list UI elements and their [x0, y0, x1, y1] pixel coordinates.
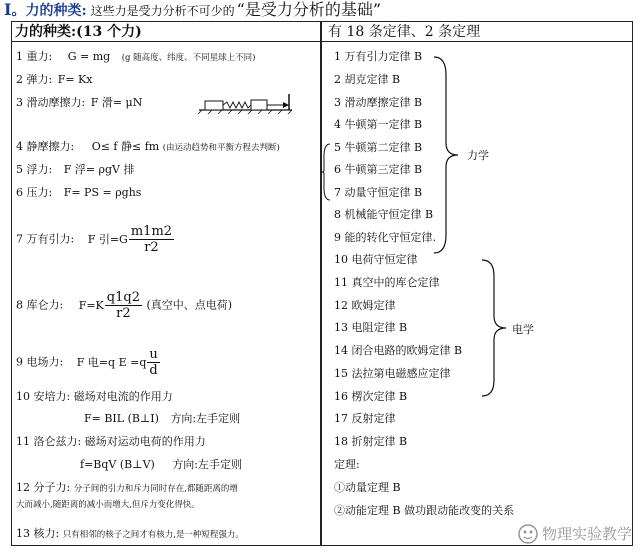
force-row-gravity: [16, 50, 255, 65]
right-column-header: 有 18 条定律、2 条定理: [328, 24, 481, 40]
force-label: 3 滑动摩擦力:: [16, 96, 86, 109]
force-row-ampere-formula: [84, 412, 240, 426]
force-row-nuclear: [16, 527, 244, 542]
force-label: 6 压力:: [16, 186, 53, 199]
law-item: 8 机械能守恒定律 B: [334, 208, 434, 221]
force-formula-prefix: F=K: [78, 298, 104, 312]
force-formula: G = mg: [67, 50, 111, 63]
law-item: 3 滑动摩擦定律 B: [334, 96, 423, 109]
force-row-elastic: [16, 73, 92, 87]
watermark: [518, 523, 632, 544]
force-label: 12 分子力:: [16, 481, 71, 494]
force-description: 磁场对电流的作用力: [73, 390, 173, 403]
law-item: 9 能的转化守恒定律.: [334, 231, 436, 244]
electric-field-fraction: [147, 347, 159, 378]
force-row-static-friction: [16, 140, 280, 155]
force-description: 分子间的引力和斥力同时存在,都随距离的增: [73, 484, 238, 494]
coulomb-fraction: [105, 290, 142, 321]
law-item: 10 电荷守恒定律: [334, 253, 418, 266]
law-item: 15 法拉第电磁感应定律: [334, 367, 451, 380]
electricity-brace: [480, 258, 510, 398]
law-item: 1 万有引力定律 B: [334, 50, 423, 63]
force-row-lorentz-formula: [80, 458, 242, 472]
force-row-gravitation: [16, 224, 175, 255]
left-edge-bracket: [322, 142, 332, 202]
force-row-pressure: [16, 186, 141, 200]
force-formula: O≤ f 静≤ fm: [91, 140, 160, 153]
section-note: 这些力是受力分析不可少的: [90, 4, 235, 18]
force-row-sliding-friction: [16, 96, 142, 110]
fraction-denominator: r2: [116, 306, 131, 321]
fraction-numerator: q1q2: [106, 290, 140, 305]
force-formula-prefix: F 引=G: [87, 232, 128, 246]
force-formula: F 浮= ρgV 排: [63, 163, 135, 176]
force-label: 1 重力:: [16, 50, 53, 63]
law-item: 13 电阻定律 B: [334, 321, 408, 334]
force-label: 8 库仑力:: [16, 298, 64, 312]
fraction-numerator: m1m2: [130, 224, 173, 239]
force-formula: F= PS = ρghs: [63, 186, 142, 199]
mechanics-label: 力学: [467, 149, 489, 162]
watermark-logo-icon: [518, 524, 538, 544]
theorems-heading: 定理:: [334, 458, 360, 471]
force-label: 10 安培力:: [16, 390, 71, 403]
force-label: 7 万有引力:: [16, 232, 75, 246]
section-emphasis: “是受力分析的基础”: [236, 0, 382, 19]
force-formula: F= BIL (B⊥I): [84, 412, 159, 425]
electricity-label: 电学: [512, 323, 534, 336]
law-item: 12 欧姆定律: [334, 299, 396, 312]
force-label: 9 电场力:: [16, 355, 64, 369]
force-row-molecular: [16, 481, 238, 496]
force-description: 磁场对运动电荷的作用力: [84, 435, 206, 448]
fraction-denominator: d: [149, 363, 158, 378]
section-title: 。力的种类:: [11, 3, 87, 19]
law-item: 14 闭合电路的欧姆定律 B: [334, 344, 463, 357]
force-row-ampere: [16, 390, 173, 404]
law-item: 11 真空中的库仑定律: [334, 276, 440, 289]
watermark-text: 物理实验教学: [541, 525, 632, 543]
law-item: 7 动量守恒定律 B: [334, 186, 423, 199]
left-column-header: 力的种类:(13 个力): [15, 24, 142, 40]
gravitation-fraction: [129, 224, 174, 255]
force-description: 大而减小,随距离的减小而增大,但斥力变化得快。: [16, 500, 200, 510]
table-header-row: [12, 22, 632, 42]
law-item: 16 楞次定律 B: [334, 390, 408, 403]
law-item: 17 反射定律: [334, 412, 396, 425]
force-formula: F= Kx: [57, 73, 93, 86]
force-label: 11 洛仑兹力:: [16, 435, 82, 448]
force-formula: f=BqV (B⊥V): [80, 458, 155, 471]
theorem-item: ①动量定理 B: [334, 481, 401, 494]
fraction-numerator: u: [149, 347, 158, 362]
force-label: 13 核力:: [16, 527, 60, 540]
force-description: 只有相邻的核子之间才有核力,是一种短程强力。: [62, 530, 244, 540]
force-row-electric-field: [16, 347, 161, 378]
force-row-lorentz: [16, 435, 206, 449]
forces-laws-table: [11, 21, 633, 546]
force-note: (由运动趋势和平衡方程去判断): [162, 143, 280, 153]
force-direction-rule: 方向:左手定则: [172, 458, 243, 471]
force-row-molecular-cont: [16, 498, 200, 512]
section-numeral: Ⅰ: [4, 0, 12, 19]
force-label: 2 弹力:: [16, 73, 53, 86]
force-formula: F 滑= μN: [90, 96, 143, 109]
law-item: 5 牛顿第二定律 B: [334, 141, 423, 154]
column-divider: [320, 22, 322, 545]
page-header: [4, 0, 636, 20]
force-row-coulomb: [16, 290, 232, 321]
force-label: 5 浮力:: [16, 163, 53, 176]
law-item: 6 牛顿第三定律 B: [334, 163, 423, 176]
force-formula-prefix: F 电=q E =q: [76, 355, 147, 369]
theorem-item: ②动能定理 B 做功跟动能改变的关系: [334, 504, 515, 517]
force-note: (g 随高度、纬度、不同星球上不同): [121, 53, 256, 63]
force-direction-rule: 方向:左手定则: [170, 412, 241, 425]
force-row-buoyancy: [16, 163, 135, 177]
sliding-friction-diagram: [197, 92, 297, 114]
force-label: 4 静摩擦力:: [16, 140, 75, 153]
law-item: 2 胡克定律 B: [334, 73, 401, 86]
mechanics-brace: [432, 55, 462, 255]
law-item: 18 折射定律 B: [334, 435, 408, 448]
force-note: (真空中、点电荷): [146, 298, 233, 312]
law-item: 4 牛顿第一定律 B: [334, 118, 423, 131]
fraction-denominator: r2: [144, 240, 159, 255]
